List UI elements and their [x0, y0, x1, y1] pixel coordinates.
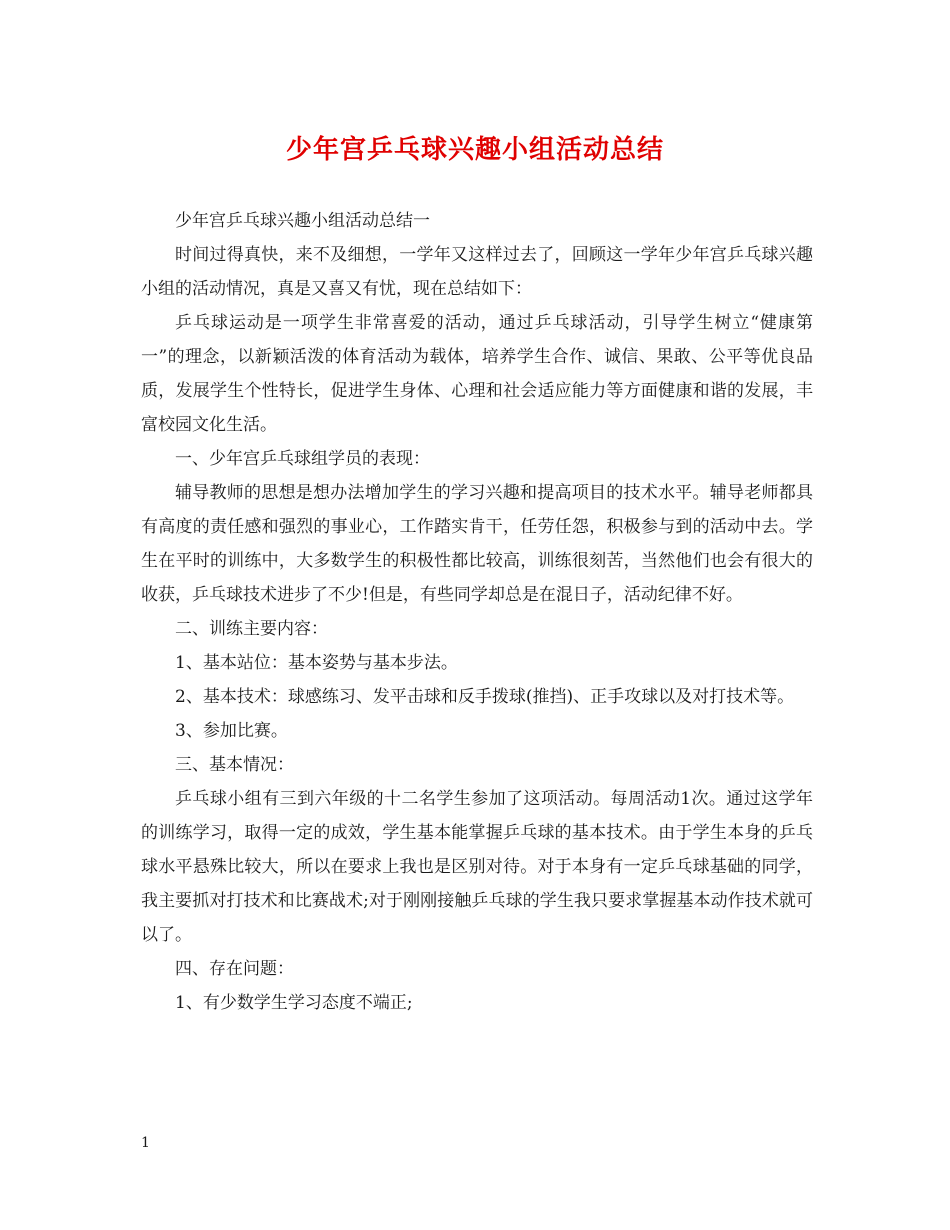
- paragraph: 乒乓球小组有三到六年级的十二名学生参加了这项活动。每周活动1次。通过这学年的训练学习，取得一定的成效，学生基本能掌握乒乓球的基本技术。由于学生本身的乒乓球水平悬殊比较大，所以在要求上我也是区别对待。对于本身有一定乒乓球基础的同学，我主要抓对打技术和比赛战术;对于刚刚接触乒乓球的学生我只要求掌握基本动作技术就可以了。: [141, 789, 813, 945]
- section-heading: 四、存在问题：: [175, 959, 294, 979]
- paragraph: 少年宫乒乓球兴趣小组活动总结一: [175, 211, 430, 231]
- paragraph: 乒乓球运动是一项学生非常喜爱的活动，通过乒乓球活动，引导学生树立“健康第一”的理念，以新颖活泼的体育活动为载体，培养学生合作、诚信、果敢、公平等优良品质，发展学生个性特长，促进学生身体、心理和社会适应能力等方面健康和谐的发展，丰富校园文化生活。: [141, 313, 813, 435]
- list-item: 3、参加比赛。: [175, 721, 288, 741]
- list-item: 1、有少数学生学习态度不端正;: [175, 993, 413, 1013]
- paragraph: 辅导教师的思想是想办法增加学生的学习兴趣和提高项目的技术水平。辅导老师都具有高度的责任感和强烈的事业心，工作踏实肯干，任劳任怨，积极参与到的活动中去。学生在平时的训练中，大多数学生的积极性都比较高，训练很刻苦，当然他们也会有很大的收获，乒乓球技术进步了不少!但是，有些同学却总是在混日子，活动纪律不好。: [141, 483, 813, 605]
- list-item: 1、基本站位：基本姿势与基本步法。: [175, 653, 458, 673]
- section-heading: 一、少年宫乒乓球组学员的表现：: [175, 449, 430, 469]
- document-title: 少年宫乒乓球兴趣小组活动总结: [285, 135, 664, 165]
- document-body: [141, 204, 813, 1020]
- section-heading: 三、基本情况：: [175, 755, 294, 775]
- paragraph: 时间过得真快，来不及细想，一学年又这样过去了，回顾这一学年少年宫乒乓球兴趣小组的活动情况，真是又喜又有忧，现在总结如下：: [141, 245, 813, 299]
- list-item: 2、基本技术：球感练习、发平击球和反手拨球(推挡)、正手攻球以及对打技术等。: [175, 687, 795, 707]
- page-number: 1: [141, 1135, 150, 1151]
- section-heading: 二、训练主要内容：: [175, 619, 328, 639]
